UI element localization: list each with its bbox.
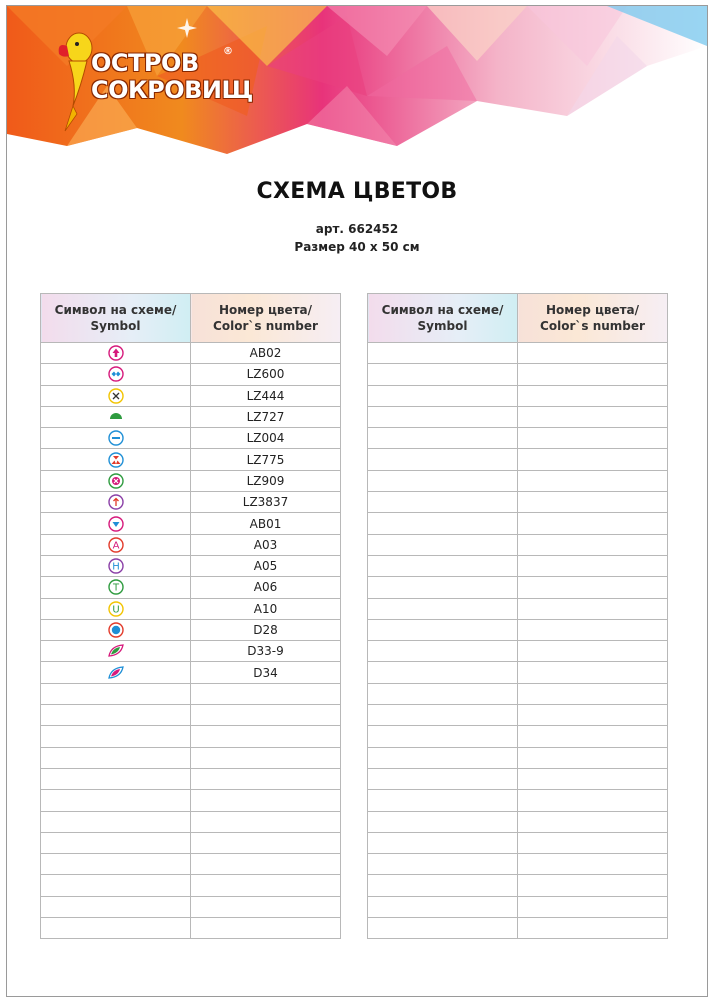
color-number-cell — [518, 811, 668, 832]
symbol-header-line2: Symbol — [90, 319, 141, 333]
symbol-cell — [41, 811, 191, 832]
brand-logo-line2: СОКРОВИЩ — [91, 76, 253, 104]
color-number-cell — [518, 875, 668, 896]
symbol-cell — [368, 726, 518, 747]
table-row — [368, 406, 668, 427]
table-row — [41, 406, 341, 427]
table-row — [41, 470, 341, 491]
table-row — [368, 896, 668, 917]
table-row — [41, 513, 341, 534]
svg-text:T: T — [112, 583, 119, 595]
table-row — [41, 683, 341, 704]
table-row — [41, 768, 341, 789]
color-number-cell — [191, 811, 341, 832]
symbol-cell — [41, 492, 191, 513]
color-number-cell: LZ727 — [191, 406, 341, 427]
table-row — [41, 577, 341, 598]
table-row — [41, 449, 341, 470]
color-number-cell — [191, 854, 341, 875]
color-number-cell: AB02 — [191, 343, 341, 364]
svg-text:U: U — [111, 604, 120, 616]
color-number-cell — [518, 343, 668, 364]
color-number-cell — [518, 726, 668, 747]
table-row — [368, 662, 668, 683]
color-number-cell — [518, 534, 668, 555]
symbol-cell — [368, 768, 518, 789]
symbol-cell — [368, 619, 518, 640]
color-number-cell: LZ444 — [191, 385, 341, 406]
symbol-cell — [368, 918, 518, 939]
table-row — [368, 470, 668, 491]
magenta-circle-up-arrow-icon — [41, 344, 190, 362]
symbol-cell — [41, 896, 191, 917]
table-row — [41, 705, 341, 726]
symbol-cell — [368, 364, 518, 385]
table-row — [368, 918, 668, 939]
color-table-right — [367, 293, 668, 939]
color-chart-page — [6, 5, 708, 997]
table-row — [368, 683, 668, 704]
article-number: арт. 662452 — [315, 222, 399, 236]
yellow-circle-x-icon — [41, 387, 190, 405]
symbol-cell — [368, 406, 518, 427]
color-number-cell: A10 — [191, 598, 341, 619]
color-number-cell — [518, 854, 668, 875]
symbol-cell — [41, 726, 191, 747]
table-row — [368, 513, 668, 534]
symbol-cell — [368, 385, 518, 406]
table-row — [41, 662, 341, 683]
table-row — [368, 364, 668, 385]
symbol-cell — [368, 854, 518, 875]
symbol-cell — [41, 343, 191, 364]
table-row — [368, 555, 668, 576]
table-row — [41, 726, 341, 747]
symbol-column-header — [368, 294, 518, 343]
symbol-cell — [368, 598, 518, 619]
table-row — [41, 811, 341, 832]
symbol-cell — [368, 747, 518, 768]
symbol-cell — [41, 449, 191, 470]
color-number-cell — [518, 619, 668, 640]
canvas-size: Размер 40 х 50 см — [294, 240, 420, 254]
color-number-cell: D33-9 — [191, 641, 341, 662]
symbol-cell — [41, 598, 191, 619]
table-row — [368, 449, 668, 470]
table-row — [368, 768, 668, 789]
green-leaf-icon — [41, 642, 190, 660]
color-number-cell — [191, 705, 341, 726]
number-header-line1: Номер цвета/ — [545, 303, 640, 317]
color-number-cell: A06 — [191, 577, 341, 598]
symbol-cell — [41, 683, 191, 704]
table-row — [41, 619, 341, 640]
symbol-cell — [368, 492, 518, 513]
symbol-header-line1: Символ на схеме/ — [54, 303, 177, 317]
green-half-circle-icon — [41, 408, 190, 426]
symbol-cell — [368, 470, 518, 491]
table-row — [41, 555, 341, 576]
symbol-cell — [41, 747, 191, 768]
symbol-cell — [41, 854, 191, 875]
symbol-cell — [41, 705, 191, 726]
table-row — [368, 854, 668, 875]
symbol-cell — [368, 428, 518, 449]
color-number-cell — [191, 875, 341, 896]
blue-circle-down-triangle-icon — [41, 515, 190, 533]
registered-mark: ® — [223, 46, 233, 57]
symbol-header-line2: Symbol — [417, 319, 468, 333]
symbol-cell — [368, 662, 518, 683]
symbol-cell — [368, 513, 518, 534]
color-number-cell — [518, 896, 668, 917]
symbol-cell — [368, 577, 518, 598]
symbol-cell — [41, 555, 191, 576]
table-row — [368, 343, 668, 364]
color-number-cell — [518, 832, 668, 853]
table-row — [41, 534, 341, 555]
color-number-cell — [518, 790, 668, 811]
symbol-cell — [368, 832, 518, 853]
symbol-cell — [41, 577, 191, 598]
table-row — [41, 918, 341, 939]
color-number-cell — [518, 683, 668, 704]
color-number-cell — [191, 832, 341, 853]
color-number-cell — [518, 428, 668, 449]
symbol-cell — [41, 513, 191, 534]
color-number-cell: LZ775 — [191, 449, 341, 470]
symbol-cell — [368, 811, 518, 832]
red-circle-letter-a-icon — [41, 536, 190, 554]
yellow-circle-letter-u-icon — [41, 600, 190, 618]
symbol-cell — [368, 641, 518, 662]
svg-text:A: A — [112, 540, 119, 552]
symbol-cell — [41, 364, 191, 385]
symbol-cell — [368, 896, 518, 917]
table-row — [41, 492, 341, 513]
color-number-cell — [518, 513, 668, 534]
blue-circle-double-diamond-icon — [41, 365, 190, 383]
number-header-line1: Номер цвета/ — [218, 303, 313, 317]
symbol-cell — [368, 449, 518, 470]
color-number-cell — [191, 768, 341, 789]
color-number-cell — [191, 918, 341, 939]
symbol-column-header — [41, 294, 191, 343]
table-row — [368, 428, 668, 449]
symbol-cell — [41, 662, 191, 683]
color-number-cell — [518, 641, 668, 662]
color-number-cell: D28 — [191, 619, 341, 640]
symbol-cell — [368, 555, 518, 576]
table-row — [368, 619, 668, 640]
green-circle-x-icon — [41, 472, 190, 490]
symbol-cell — [41, 406, 191, 427]
table-row — [41, 854, 341, 875]
symbol-cell — [41, 385, 191, 406]
symbol-cell — [368, 343, 518, 364]
color-number-cell: AB01 — [191, 513, 341, 534]
table-row — [368, 726, 668, 747]
color-number-cell — [518, 555, 668, 576]
symbol-cell — [368, 705, 518, 726]
violet-circle-arrow-icon — [41, 493, 190, 511]
table-row — [41, 343, 341, 364]
color-number-cell: LZ909 — [191, 470, 341, 491]
color-number-cell — [191, 726, 341, 747]
table-row — [368, 598, 668, 619]
symbol-cell — [41, 428, 191, 449]
color-number-cell: A03 — [191, 534, 341, 555]
color-number-cell: LZ3837 — [191, 492, 341, 513]
table-row — [41, 790, 341, 811]
table-row — [41, 747, 341, 768]
table-row — [368, 577, 668, 598]
red-circle-blue-dot-icon — [41, 621, 190, 639]
symbol-cell — [368, 790, 518, 811]
symbol-cell — [41, 790, 191, 811]
symbol-cell — [368, 534, 518, 555]
table-row — [368, 641, 668, 662]
table-row — [41, 896, 341, 917]
symbol-cell — [41, 619, 191, 640]
color-number-cell — [518, 449, 668, 470]
color-number-cell — [518, 385, 668, 406]
color-number-cell — [518, 705, 668, 726]
symbol-header-line1: Символ на схеме/ — [381, 303, 504, 317]
color-number-cell — [518, 918, 668, 939]
symbol-cell — [41, 832, 191, 853]
symbol-cell — [41, 641, 191, 662]
svg-text:H: H — [111, 561, 120, 573]
table-row — [368, 534, 668, 555]
color-number-cell — [518, 492, 668, 513]
magenta-leaf-icon — [41, 664, 190, 682]
green-circle-letter-t-icon — [41, 578, 190, 596]
number-header-line2: Color`s number — [540, 319, 645, 333]
color-number-cell: D34 — [191, 662, 341, 683]
table-row — [368, 875, 668, 896]
symbol-cell — [41, 918, 191, 939]
page-title: СХЕМА ЦВЕТОВ — [256, 179, 458, 204]
color-number-cell — [518, 364, 668, 385]
color-table-left — [40, 293, 341, 939]
table-row — [41, 641, 341, 662]
symbol-cell — [368, 683, 518, 704]
number-column-header — [191, 294, 341, 343]
color-number-cell — [518, 662, 668, 683]
color-number-cell — [191, 747, 341, 768]
color-number-cell — [518, 768, 668, 789]
color-number-cell — [518, 598, 668, 619]
symbol-cell — [41, 875, 191, 896]
table-row — [368, 705, 668, 726]
brand-logo-line1: ОСТРОВ — [91, 49, 199, 77]
color-number-cell: A05 — [191, 555, 341, 576]
symbol-cell — [41, 768, 191, 789]
number-header-line2: Color`s number — [213, 319, 318, 333]
color-number-cell — [518, 406, 668, 427]
color-number-cell — [191, 683, 341, 704]
blue-circle-minus-icon — [41, 429, 190, 447]
table-row — [41, 875, 341, 896]
color-number-cell — [518, 470, 668, 491]
table-row — [368, 747, 668, 768]
table-row — [41, 385, 341, 406]
magenta-circle-triangles-icon — [41, 451, 190, 469]
violet-circle-letter-h-icon — [41, 557, 190, 575]
table-row — [41, 428, 341, 449]
color-number-cell — [518, 577, 668, 598]
symbol-cell — [41, 534, 191, 555]
number-column-header — [518, 294, 668, 343]
table-row — [368, 832, 668, 853]
color-number-cell — [191, 790, 341, 811]
table-row — [41, 598, 341, 619]
symbol-cell — [368, 875, 518, 896]
table-row — [41, 364, 341, 385]
table-row — [368, 811, 668, 832]
color-number-cell: LZ004 — [191, 428, 341, 449]
color-number-cell: LZ600 — [191, 364, 341, 385]
color-number-cell — [518, 747, 668, 768]
symbol-cell — [41, 470, 191, 491]
table-row — [368, 492, 668, 513]
table-row — [41, 832, 341, 853]
table-row — [368, 790, 668, 811]
color-number-cell — [191, 896, 341, 917]
table-row — [368, 385, 668, 406]
